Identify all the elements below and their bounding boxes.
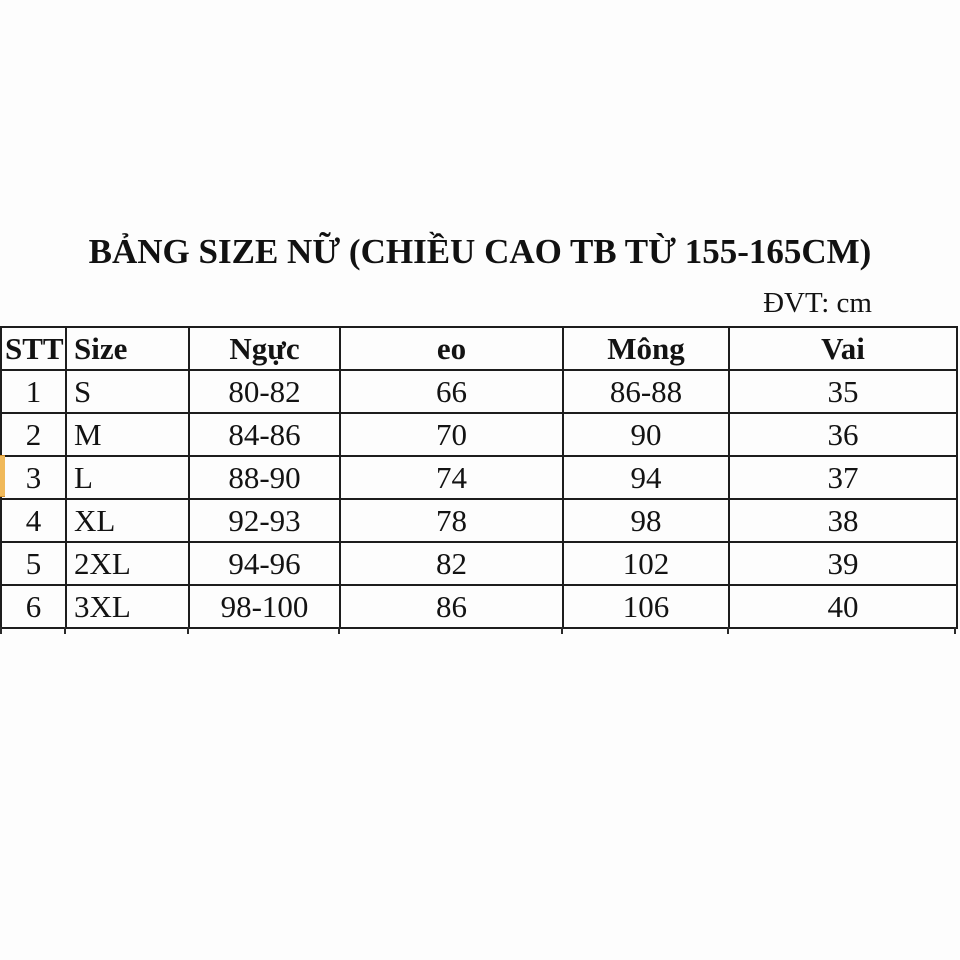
cell-r2-c1: 2 bbox=[1, 413, 66, 456]
cell-r6-c2: 3XL bbox=[66, 585, 189, 628]
cell-r6-c4: 86 bbox=[340, 585, 563, 628]
table-header-row bbox=[1, 327, 957, 370]
cell-r3-c4: 74 bbox=[340, 456, 563, 499]
cell-r5-c1: 5 bbox=[1, 542, 66, 585]
gridline-tick bbox=[338, 627, 340, 634]
table-row bbox=[1, 585, 957, 628]
page-title: BẢNG SIZE NỮ (CHIỀU CAO TB TỪ 155-165CM) bbox=[88, 232, 872, 271]
cell-r4-c6: 38 bbox=[729, 499, 957, 542]
column-header-5: Vai bbox=[729, 327, 957, 370]
cell-r2-c3: 84-86 bbox=[189, 413, 340, 456]
cell-r4-c5: 98 bbox=[563, 499, 729, 542]
column-header-2: Ngực bbox=[189, 327, 340, 370]
cell-r1-c5: 86-88 bbox=[563, 370, 729, 413]
gridline-tick bbox=[727, 627, 729, 634]
column-header-1: Size bbox=[66, 327, 189, 370]
cell-r3-c6: 37 bbox=[729, 456, 957, 499]
column-header-3: eo bbox=[340, 327, 563, 370]
cell-r3-c3: 88-90 bbox=[189, 456, 340, 499]
row3-left-edge-highlight-artifact bbox=[0, 455, 5, 497]
gridline-tick bbox=[954, 627, 956, 634]
cell-r2-c4: 70 bbox=[340, 413, 563, 456]
table-row bbox=[1, 370, 957, 413]
cell-r1-c3: 80-82 bbox=[189, 370, 340, 413]
cell-r5-c4: 82 bbox=[340, 542, 563, 585]
cell-r6-c1: 6 bbox=[1, 585, 66, 628]
cell-r1-c1: 1 bbox=[1, 370, 66, 413]
cell-r5-c2: 2XL bbox=[66, 542, 189, 585]
size-table bbox=[0, 326, 958, 629]
gridline-tick bbox=[187, 627, 189, 634]
cell-r4-c1: 4 bbox=[1, 499, 66, 542]
table-row bbox=[1, 456, 957, 499]
cell-r2-c6: 36 bbox=[729, 413, 957, 456]
cell-r3-c1: 3 bbox=[1, 456, 66, 499]
cell-r5-c5: 102 bbox=[563, 542, 729, 585]
cell-r4-c3: 92-93 bbox=[189, 499, 340, 542]
table-row bbox=[1, 542, 957, 585]
column-header-4: Mông bbox=[563, 327, 729, 370]
gridline-tick bbox=[0, 627, 2, 634]
cell-r1-c6: 35 bbox=[729, 370, 957, 413]
cell-r1-c2: S bbox=[66, 370, 189, 413]
cell-r5-c3: 94-96 bbox=[189, 542, 340, 585]
gridline-tick bbox=[561, 627, 563, 634]
cell-r6-c6: 40 bbox=[729, 585, 957, 628]
cell-r1-c4: 66 bbox=[340, 370, 563, 413]
table-row bbox=[1, 499, 957, 542]
cell-r2-c5: 90 bbox=[563, 413, 729, 456]
cell-r3-c2: L bbox=[66, 456, 189, 499]
cell-r4-c2: XL bbox=[66, 499, 189, 542]
cell-r2-c2: M bbox=[66, 413, 189, 456]
cell-r5-c6: 39 bbox=[729, 542, 957, 585]
table-row bbox=[1, 413, 957, 456]
cell-r6-c3: 98-100 bbox=[189, 585, 340, 628]
cell-r6-c5: 106 bbox=[563, 585, 729, 628]
gridline-tick bbox=[64, 627, 66, 634]
column-header-0: STT bbox=[1, 327, 66, 370]
unit-note: ĐVT: cm bbox=[763, 287, 872, 319]
cell-r4-c4: 78 bbox=[340, 499, 563, 542]
cell-r3-c5: 94 bbox=[563, 456, 729, 499]
